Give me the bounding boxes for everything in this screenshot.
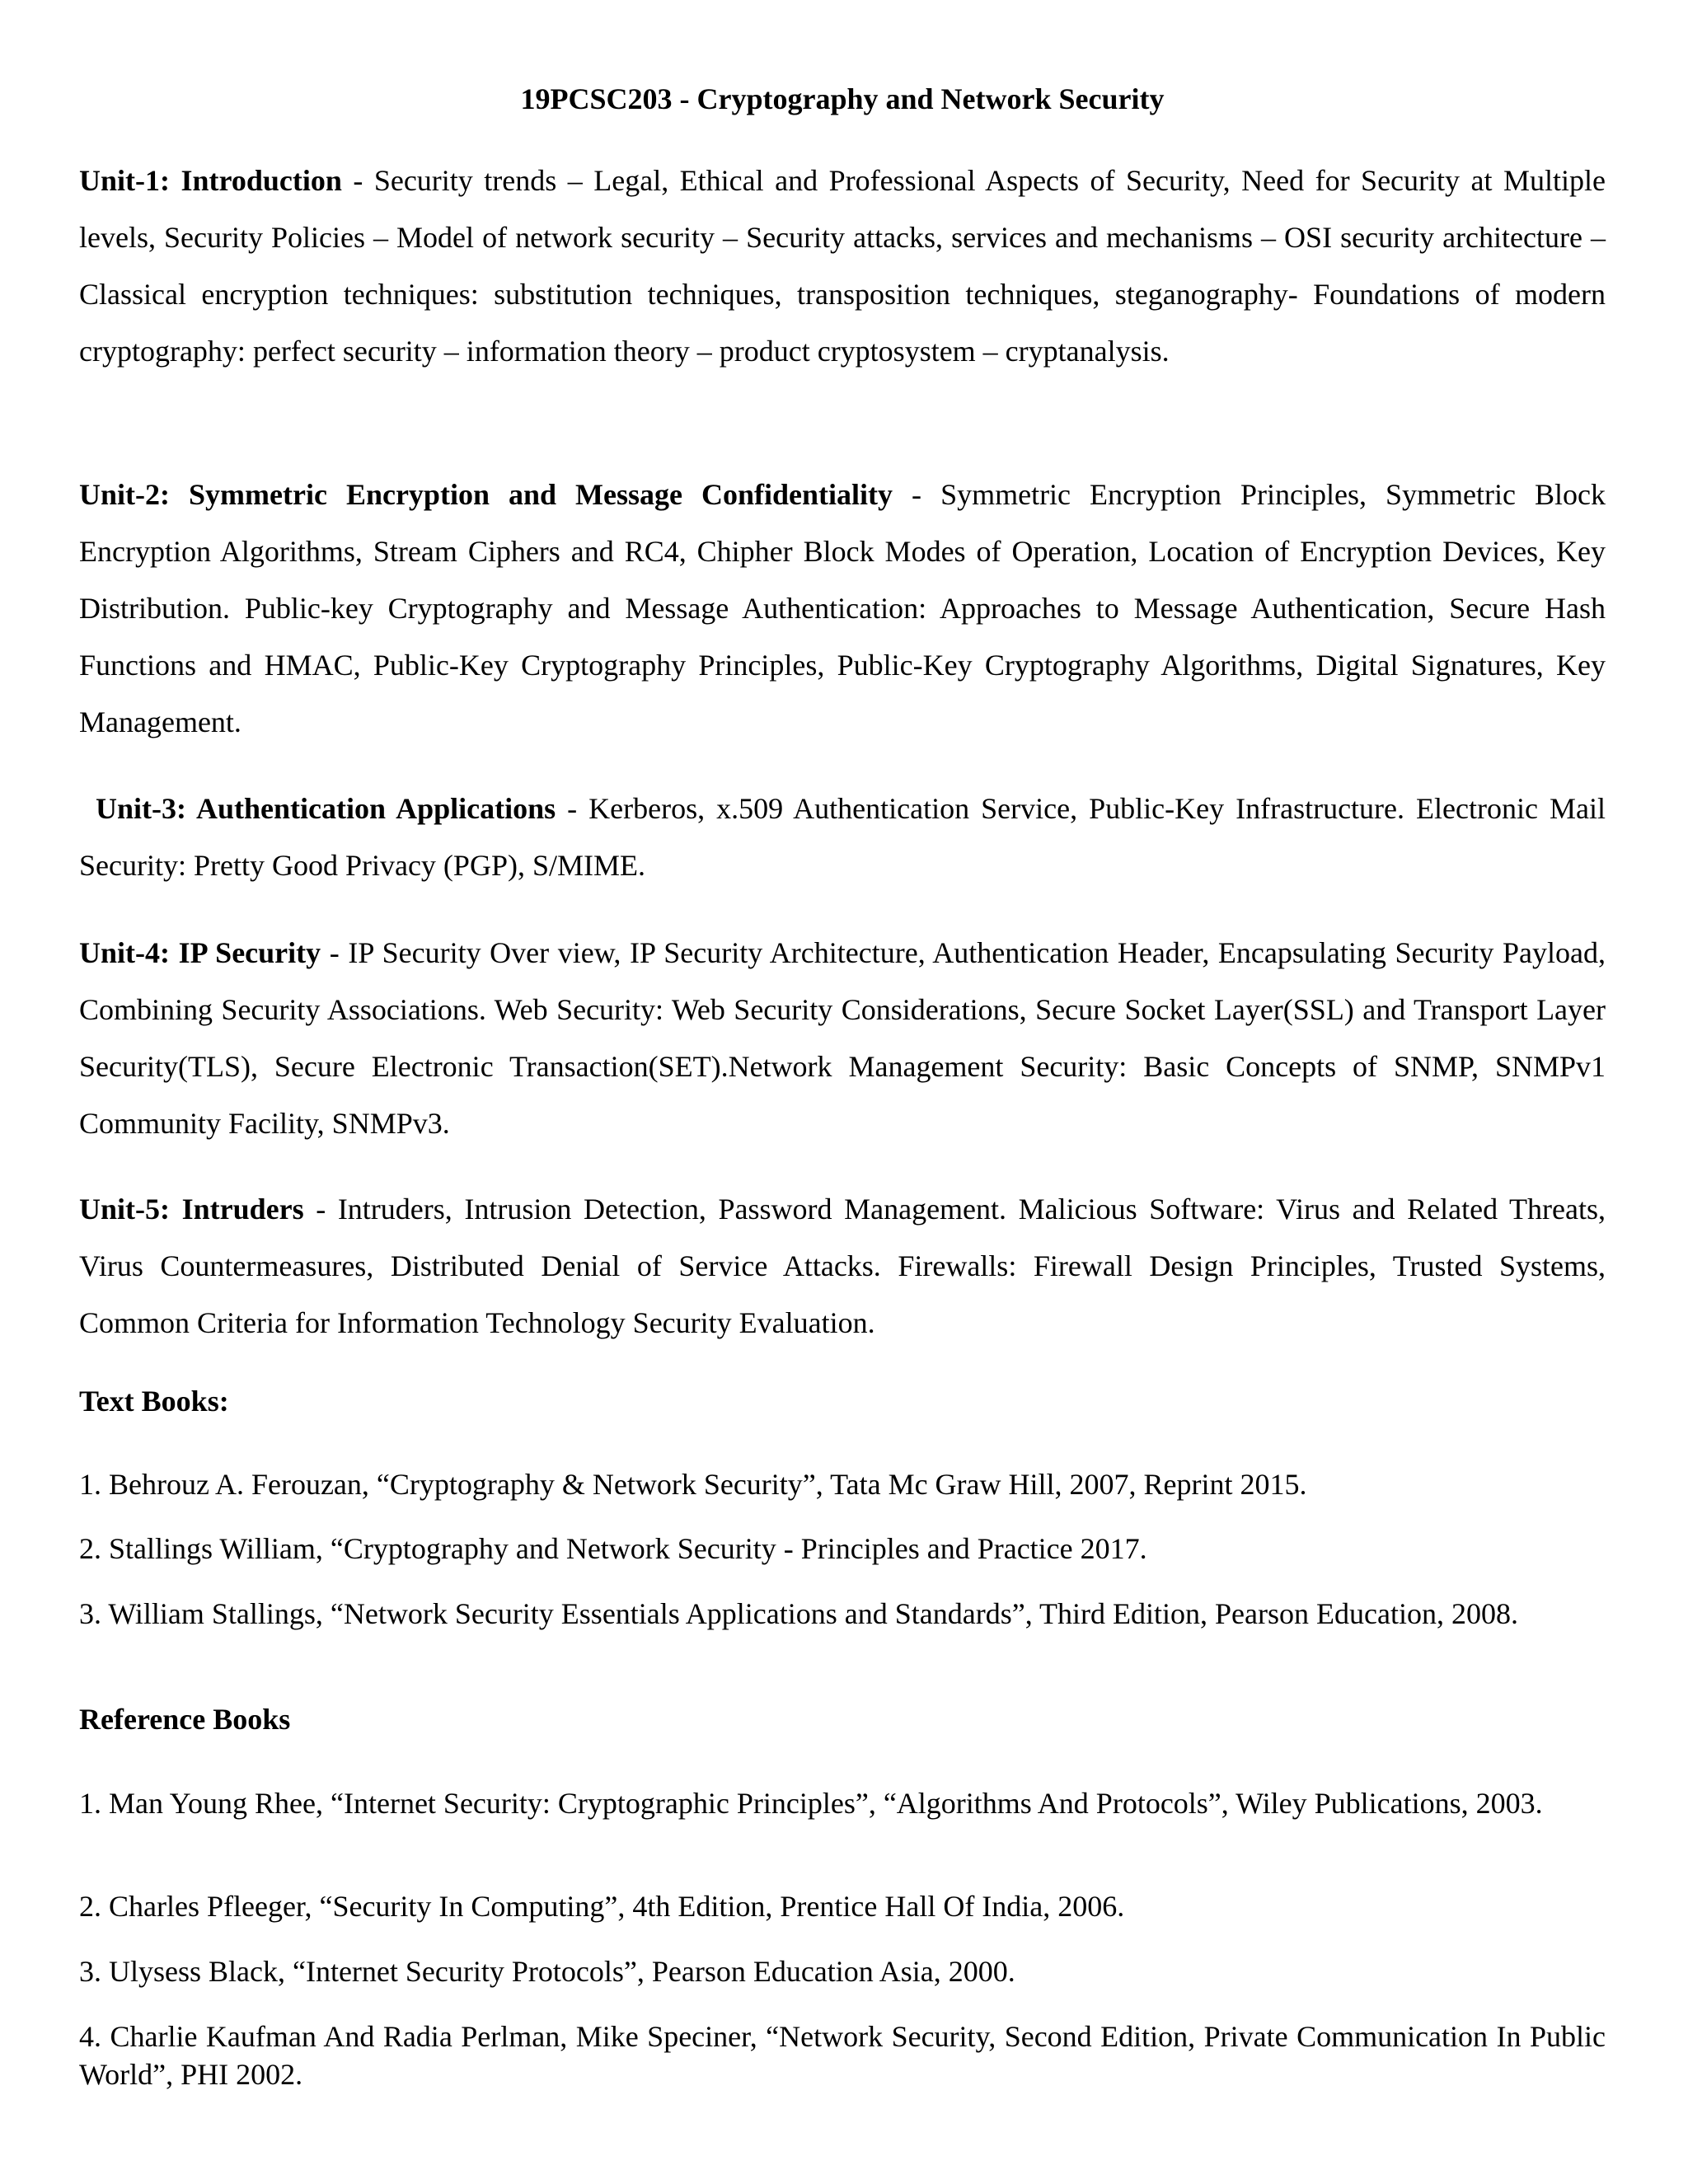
unit-2-paragraph — [79, 466, 1606, 751]
unit-1-body: Security trends – Legal, Ethical and Professional Aspects of Security, Need for Security at Multiple levels, Security Policies – Model of network security – Security attacks, services and mechanisms – OSI security architecture – Classical encryption techniques: substitution techniques, transposition techniques, steganography- Foundations of modern cryptography: perfect security – information theory – product cryptosystem – cryptanalysis. — [79, 164, 1606, 368]
unit-5-heading: Unit-5: Intruders — [79, 1193, 304, 1226]
text-books-heading: Text Books: — [79, 1385, 229, 1418]
unit-1-paragraph — [79, 152, 1606, 380]
unit-4-paragraph — [79, 925, 1606, 1152]
unit-4-heading: Unit-4: IP Security — [79, 936, 321, 969]
document-title: 19PCSC203 - Cryptography and Network Security — [520, 82, 1165, 115]
unit-2-body: Symmetric Encryption Principles, Symmetric Block Encryption Algorithms, Stream Ciphers and RC4, Chipher Block Modes of Operation, Location of Encryption Devices, Key Distribution. Public-key Cryptography and Message Authentication: Approaches to Message Authentication, Secure Hash Functions and HMAC, Public-Key Cryptography Principles, Public-Key Cryptography Algorithms, Digital Signatures, Key Management. — [79, 478, 1606, 738]
text-book-2: 2. Stallings William, “Cryptography and Network Security - Principles and Practice 2017. — [79, 1532, 1147, 1565]
reference-book-4: 4. Charlie Kaufman And Radia Perlman, Mike Speciner, “Network Security, Second Edition, Private Communication In Public World”, PHI 2002. — [79, 2020, 1606, 2091]
unit-3-paragraph — [79, 780, 1606, 894]
reference-book-2: 2. Charles Pfleeger, “Security In Computing”, 4th Edition, Prentice Hall Of India, 2006. — [79, 1890, 1125, 1923]
reference-book-3: 3. Ulysess Black, “Internet Security Protocols”, Pearson Education Asia, 2000. — [79, 1955, 1015, 1988]
unit-4-separator: - — [321, 936, 349, 969]
unit-4-body: IP Security Over view, IP Security Architecture, Authentication Header, Encapsulating Security Payload, Combining Security Associations. Web Security: Web Security Considerations, Secure Socket Layer(SSL) and Transport Layer Security(TLS), Secure Electronic Transaction(SET).Network Management Security: Basic Concepts of SNMP, SNMPv1 Community Facility, SNMPv3. — [79, 936, 1606, 1140]
unit-1-separator: - — [341, 164, 374, 197]
unit-1-heading: Unit-1: Introduction — [79, 164, 342, 197]
unit-5-paragraph — [79, 1181, 1606, 1352]
unit-5-body: Intruders, Intrusion Detection, Password Management. Malicious Software: Virus and Related Threats, Virus Countermeasures, Distributed Denial of Service Attacks. Firewalls: Firewall Design Principles, Trusted Systems, Common Criteria for Information Technology Security Evaluation. — [79, 1193, 1606, 1339]
unit-3-body: Kerberos, x.509 Authentication Service, Public-Key Infrastructure. Electronic Mail Security: Pretty Good Privacy (PGP), S/MIME. — [79, 792, 1606, 882]
unit-5-separator: - — [303, 1193, 338, 1226]
reference-books-heading: Reference Books — [79, 1703, 291, 1736]
unit-3-heading: Unit-3: Authentication Applications — [96, 792, 556, 825]
unit-2-separator: - — [893, 478, 941, 511]
unit-3-separator: - — [556, 792, 589, 825]
text-book-1: 1. Behrouz A. Ferouzan, “Cryptography & Network Security”, Tata Mc Graw Hill, 2007, Reprint 2015. — [79, 1468, 1307, 1501]
unit-2-heading: Unit-2: Symmetric Encryption and Message Confidentiality — [79, 478, 893, 511]
text-book-3: 3. William Stallings, “Network Security Essentials Applications and Standards”, Third Edition, Pearson Education, 2008. — [79, 1597, 1518, 1630]
reference-book-1: 1. Man Young Rhee, “Internet Security: Cryptographic Principles”, “Algorithms And Protocols”, Wiley Publications, 2003. — [79, 1787, 1543, 1820]
